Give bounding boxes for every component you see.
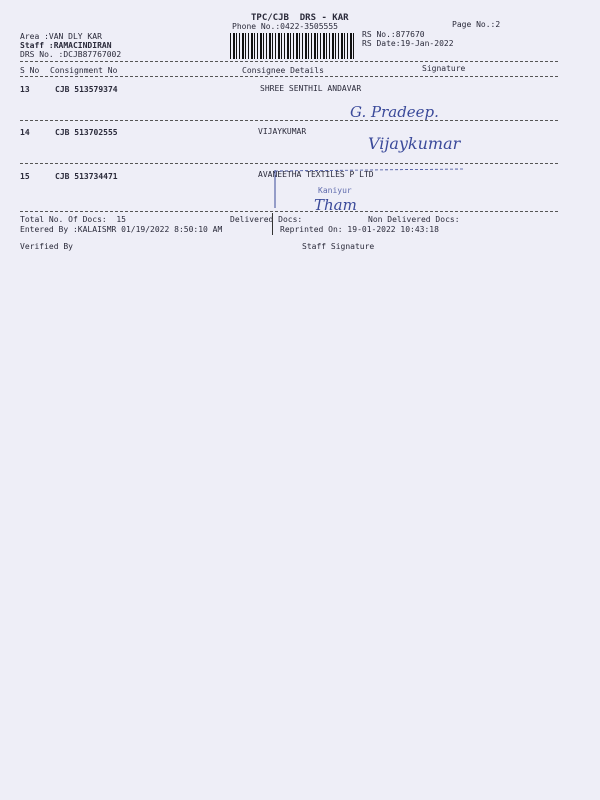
row-consignee: SHREE SENTHIL ANDAVAR: [260, 84, 362, 93]
total-docs: Total No. Of Docs: 15: [20, 215, 126, 224]
row-consignment: CJB 513579374: [55, 85, 118, 94]
row-signature: Vijaykumar: [368, 134, 461, 153]
column-consignment: Consignment No: [50, 66, 118, 75]
staff-signature: Staff Signature: [302, 242, 375, 251]
non-delivered-docs: Non Delivered Docs:: [368, 215, 460, 224]
row-consignee: VIJAYKUMAR: [258, 127, 307, 136]
reprinted-on: Reprinted On: 19-01-2022 10:43:18: [280, 225, 439, 234]
column-consignee: Consignee Details: [242, 66, 324, 75]
delivered-docs: Delivered Docs:: [230, 215, 303, 224]
rs-date: RS Date:19-Jan-2022: [362, 39, 454, 48]
row-rule: [20, 120, 558, 121]
header-bottom-rule: [20, 76, 558, 77]
drs-number: DRS No. :DCJB87767002: [20, 50, 122, 59]
row-sno: 13: [20, 85, 30, 94]
summary-divider: [272, 213, 274, 235]
staff-label: Staff :RAMACINDIRAN: [20, 41, 112, 50]
row-sno: 14: [20, 128, 30, 137]
company-stamp: [273, 168, 469, 212]
column-sno: S No: [20, 66, 40, 75]
barcode: [230, 33, 356, 59]
header-top-rule: [20, 61, 558, 62]
row-rule: [20, 163, 558, 164]
stamp-text: Kaniyur: [318, 186, 352, 195]
area-label: Area :VAN DLY KAR: [20, 32, 102, 41]
row-consignee: AVANEETHA TEXTILES P LTD: [258, 170, 374, 179]
phone-number: Phone No.:0422-3505555: [232, 22, 338, 31]
column-signature: Signature: [422, 64, 466, 73]
entered-by: Entered By :KALAISMR 01/19/2022 8:50:10 AM: [20, 225, 223, 234]
document-title: TPC/CJB DRS - KAR: [251, 13, 349, 23]
row-signature: G. Pradeep.: [350, 103, 439, 121]
row-consignment: CJB 513702555: [55, 128, 118, 137]
rs-number: RS No.:877670: [362, 30, 425, 39]
row-sno: 15: [20, 172, 30, 181]
row-signature: Tham: [314, 196, 357, 214]
verified-by: Verified By: [20, 242, 73, 251]
page-number: Page No.:2: [452, 20, 501, 29]
row-rule: [20, 211, 558, 212]
row-consignment: CJB 513734471: [55, 172, 118, 181]
